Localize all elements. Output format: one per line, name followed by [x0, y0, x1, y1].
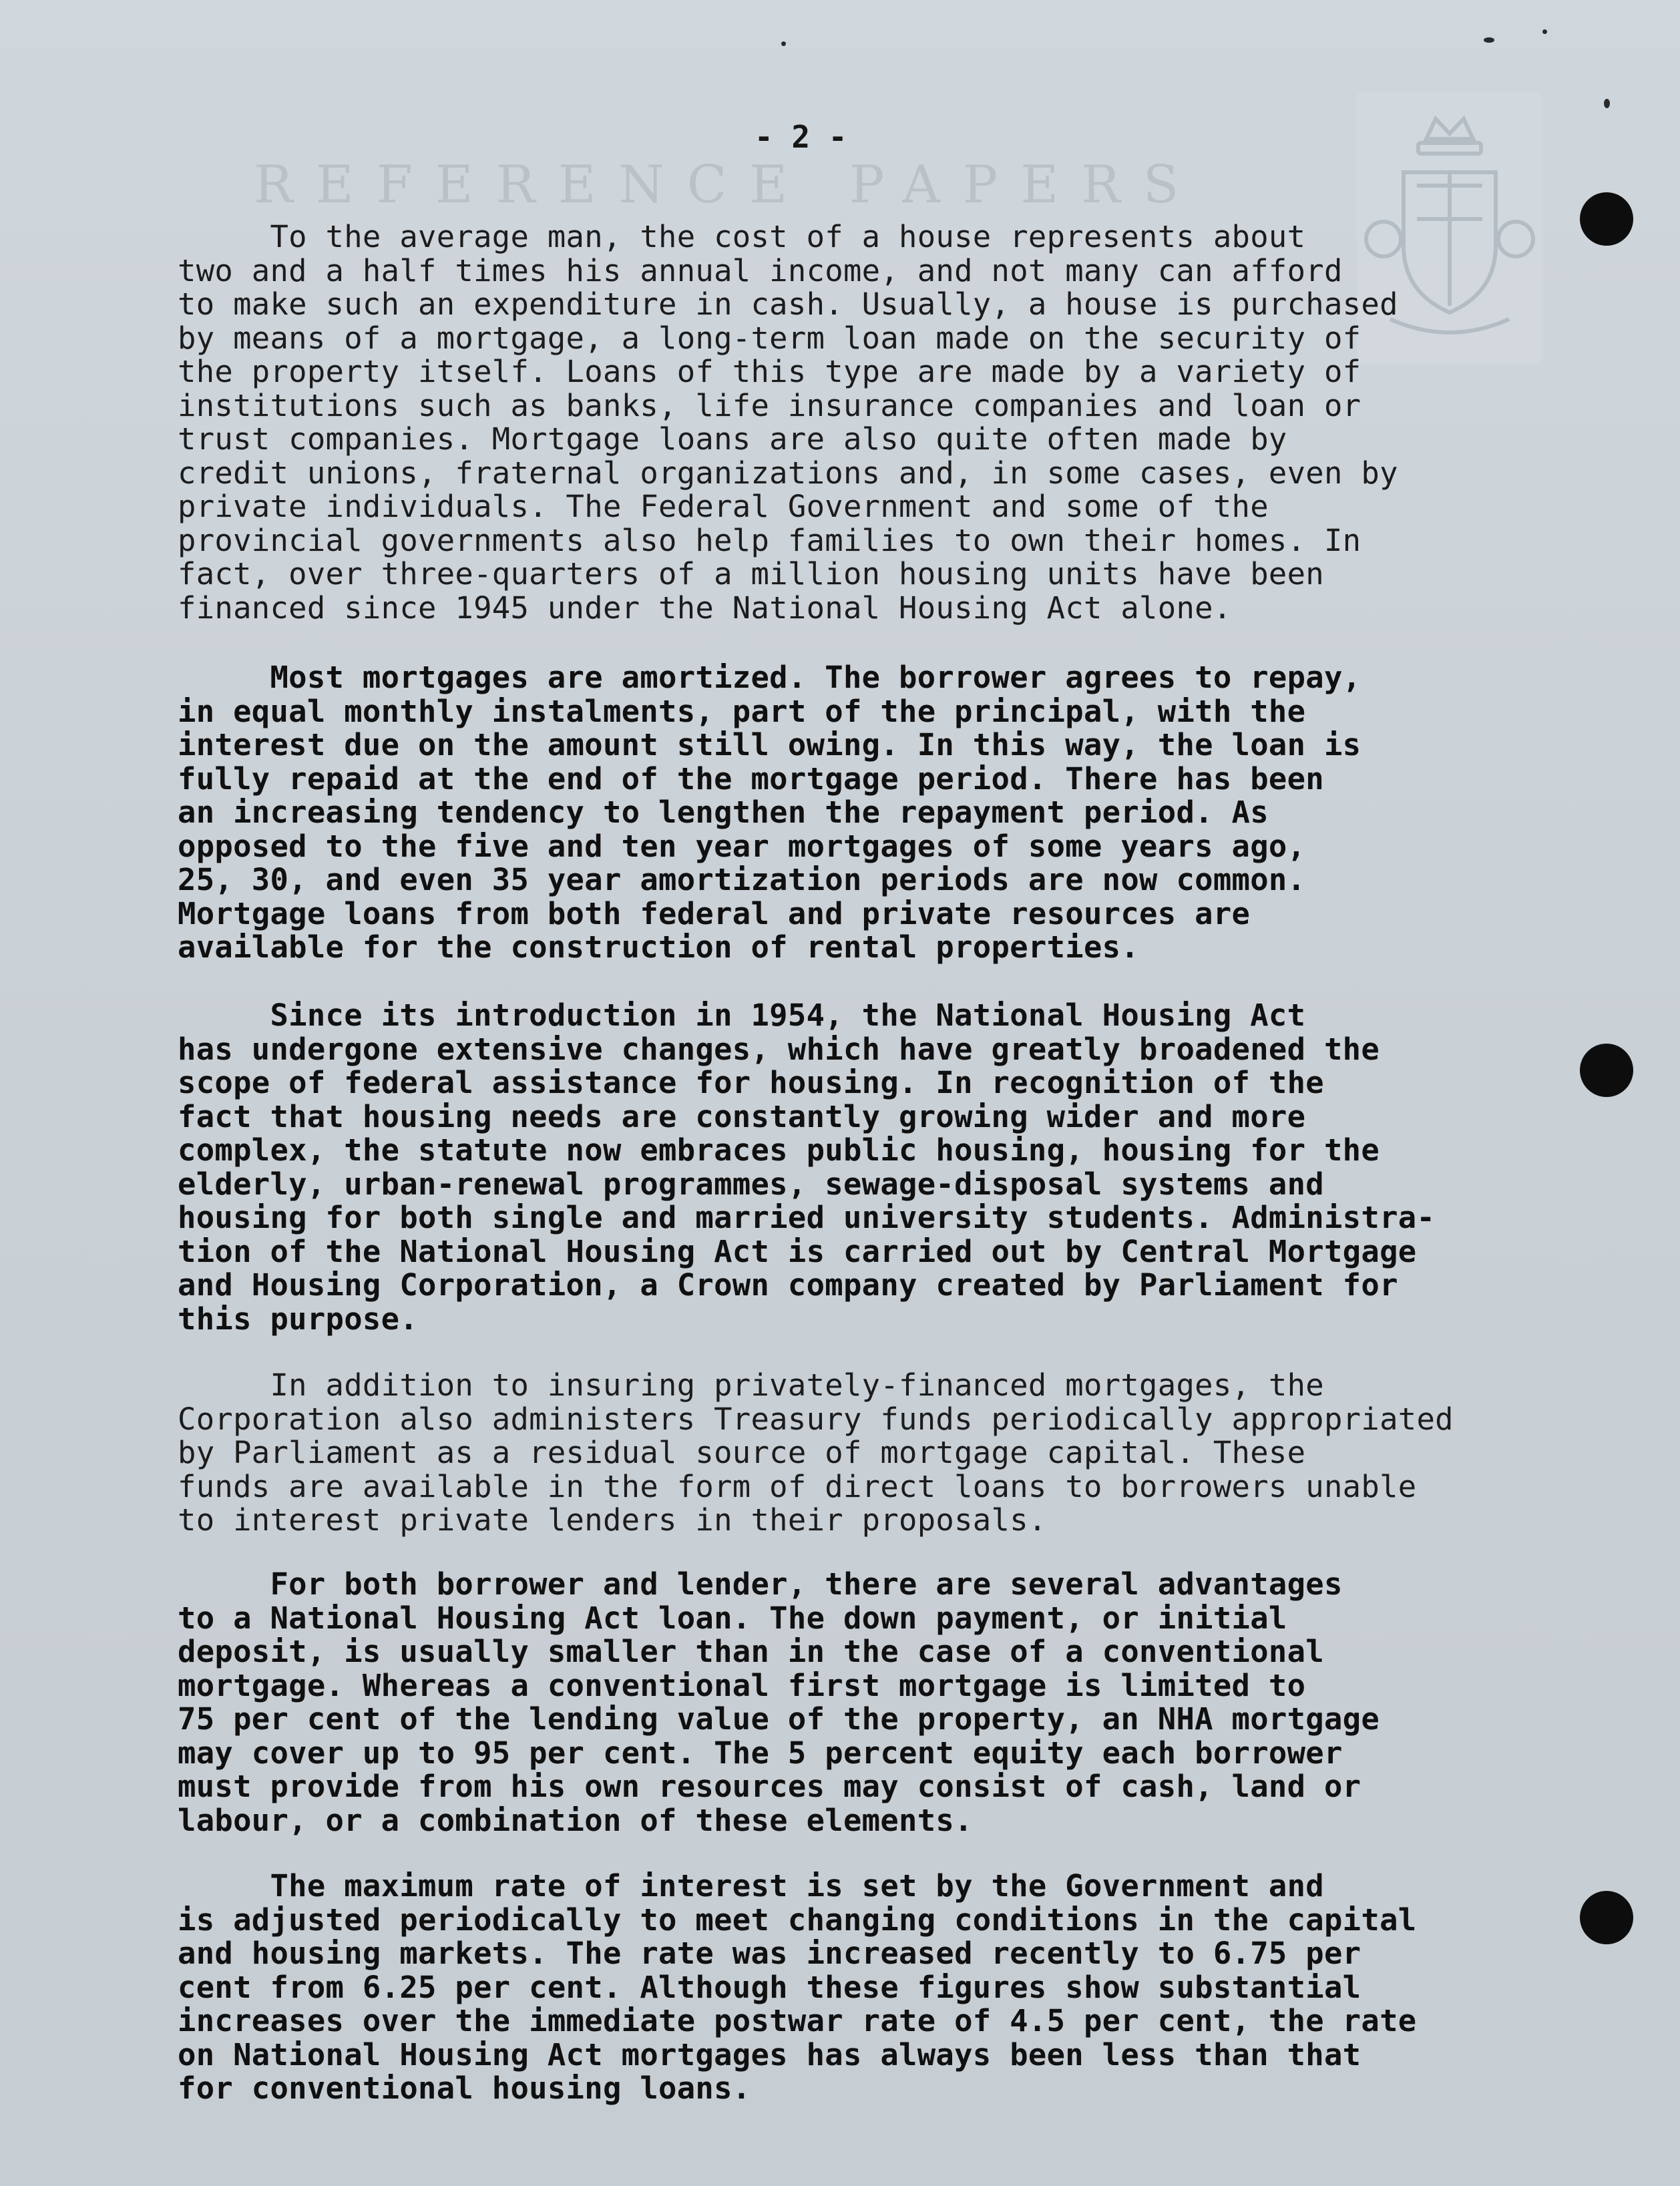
paragraph-interest-rate: The maximum rate of interest is set by the Government and is adjusted periodically to meet changing conditions in the capital and housing markets. The rate was increased recently to 6.75 per cent from 6.25 per cent. Although these figures show substantial increases over the immediate postwar rate of 4.5 per cent, the rate on National Housing Act mortgages has always been less than that for conventional housing loans.: [178, 1868, 1417, 2106]
paragraph-average-man-cost: To the average man, the cost of a house represents about two and a half times his annual income, and not many can afford to make such an expenditure in cash. Usually, a house is purchased by means of a mortgage, a long-term loan made on the security of the property itself. Loans of this type are made by a variety of institutions such as banks, life insurance companies and loan or trust companies. Mortgage loans are also quite often made by credit unions, fraternal organizations and, in some cases, even by private individuals. The Federal Government and some of the provincial governments also help families to own their homes. In fact, over three-quarters of a million housing units have been financed since 1945 under the National Housing Act alone.: [178, 219, 1398, 626]
paper-speck: [1542, 29, 1547, 34]
paper-speck: [1604, 99, 1610, 108]
paragraph-national-housing-act-history: Since its introduction in 1954, the National Housing Act has undergone extensive changes, which have greatly broadened the scope of federal assistance for housing. In recognition of the fact that housing needs are constantly growing wider and more complex, the statute now embraces public housing, housing for the elderly, urban-renewal programmes, sewage-disposal systems and housing for both single and married university students. Administra- tion of the National Housing Act is carried out by Central Mortgage and Housing Corporation, a Crown company created by Parliament for this purpose.: [178, 998, 1436, 1337]
paragraph-nha-loan-advantages: For both borrower and lender, there are several advantages to a National Housing Act loan. The down payment, or initial deposit, is usually smaller than in the case of a conventional mortgage. Whereas a conventional first mortgage is limited to 75 per cent of the lending value of the property, an NHA mortgage may cover up to 95 per cent. The 5 percent equity each borrower must provide from his own resources may consist of cash, land or labour, or a combination of these elements.: [178, 1566, 1380, 1838]
paper-speck: [1484, 37, 1494, 43]
binder-hole-bottom: [1580, 1891, 1633, 1944]
bleed-through-heading: REFERENCE PAPERS: [254, 155, 1202, 215]
paragraph-amortized-mortgages: Most mortgages are amortized. The borrower agrees to repay, in equal monthly instalments, part of the principal, with the interest due on the amount still owing. In this way, the loan is fully repaid at the end of the mortgage period. There has been an increasing tendency to lengthen the repayment period. As opposed to the five and ten year mortgages of some years ago, 25, 30, and even 35 year amortization periods are now common. Mortgage loans from both federal and private resources are available for the construction of rental properties.: [178, 660, 1361, 965]
binder-hole-middle: [1580, 1044, 1633, 1097]
paper-speck: [781, 41, 786, 46]
page-number: - 2 -: [755, 119, 847, 155]
paragraph-treasury-funds: In addition to insuring privately-financed mortgages, the Corporation also administers Treasury funds periodically appropriated by Parliament as a residual source of mortgage capital. These funds are available in the form of direct loans to borrowers unable to interest private lenders in their proposals.: [178, 1367, 1454, 1538]
binder-hole-top: [1580, 192, 1633, 246]
